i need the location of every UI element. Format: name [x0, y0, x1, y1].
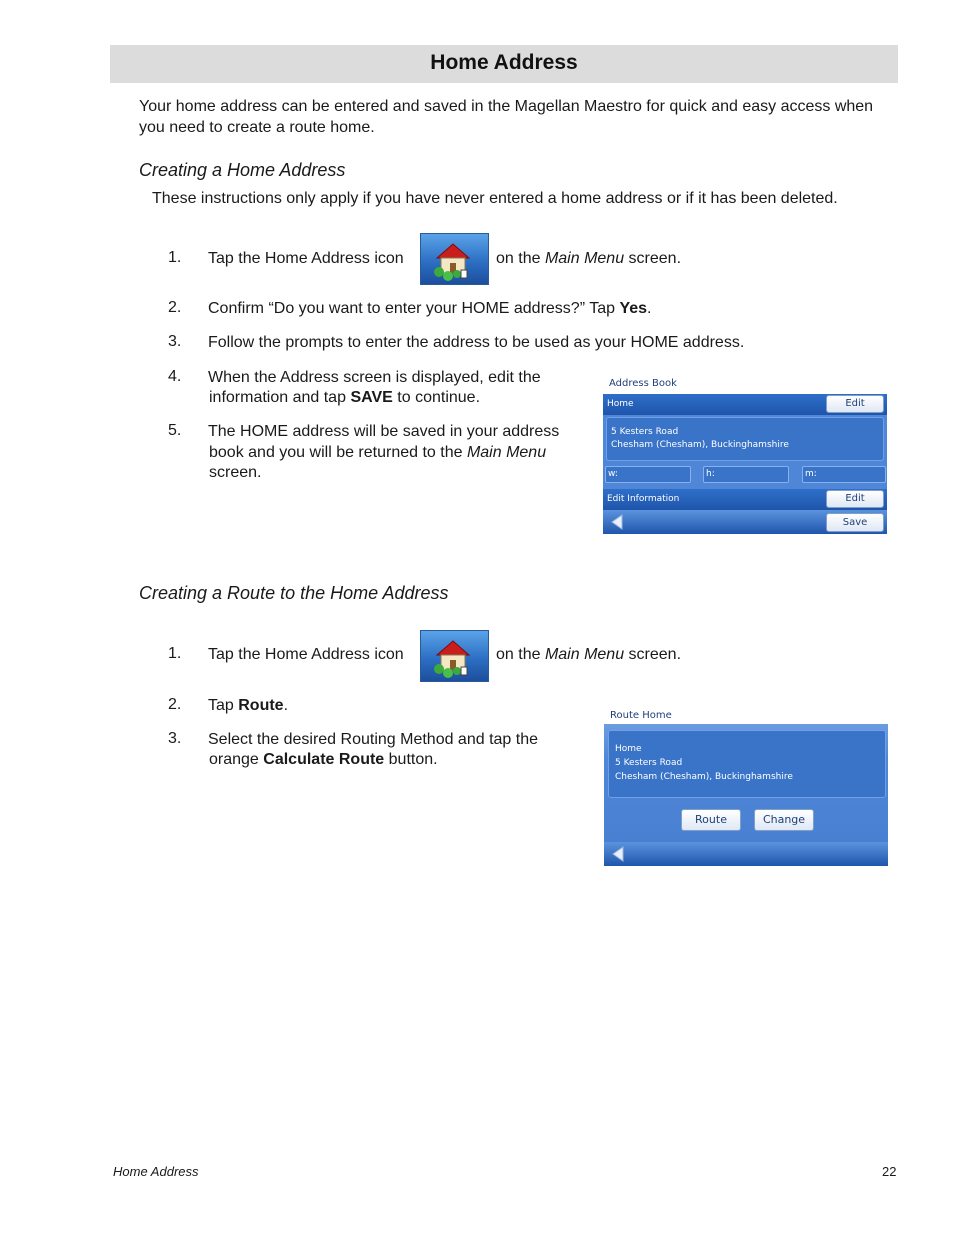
house-icon	[421, 631, 488, 681]
step-text: Tap the Home Address icon	[208, 250, 404, 267]
address-panel	[603, 415, 887, 489]
save-button[interactable]: Save	[826, 513, 884, 532]
step-text: button.	[388, 751, 438, 768]
section-heading-route-home: Creating a Route to the Home Address	[139, 583, 449, 603]
route-ref: Route	[238, 697, 284, 714]
step-text: Tap	[208, 697, 234, 714]
step-text: Select the desired Routing Method and tap the	[208, 731, 538, 748]
address-box	[606, 417, 884, 461]
address-book-screenshot	[603, 374, 887, 534]
main-menu-ref: Main Menu	[544, 250, 625, 267]
page-number: 22	[882, 1164, 897, 1179]
calculate-route-ref: Calculate Route	[263, 751, 385, 768]
edit-button[interactable]: Edit	[826, 395, 884, 413]
home-phone-field[interactable]: h:	[703, 466, 789, 483]
yes-ref: Yes	[619, 300, 648, 317]
route-city-text: Chesham (Chesham), Buckinghamshire	[615, 772, 793, 782]
home-label: Home	[607, 399, 634, 409]
instruction-note: These instructions only apply if you have never entered a home address or if it has been deleted.	[152, 190, 838, 207]
save-ref: SAVE	[350, 389, 393, 406]
step-text: book and you will be returned to the	[209, 444, 463, 461]
step-number: 1.	[168, 249, 182, 266]
page-title: Home Address	[110, 45, 898, 83]
screen-title: Route Home	[610, 710, 672, 721]
step-number: 3.	[168, 333, 182, 350]
step-text: .	[283, 697, 289, 714]
step-number: 2.	[168, 696, 182, 713]
route-home-label: Home	[615, 744, 642, 754]
work-phone-field[interactable]: w:	[605, 466, 691, 483]
step-text: on the	[496, 646, 541, 663]
step-text: screen.	[628, 646, 682, 663]
edit-info-button[interactable]: Edit	[826, 490, 884, 508]
section-heading-create-home: Creating a Home Address	[139, 160, 346, 180]
edit-info-label: Edit Information	[607, 494, 680, 504]
step-text: orange	[209, 751, 259, 768]
step-text: The HOME address will be saved in your address	[208, 423, 560, 440]
main-menu-ref: Main Menu	[466, 444, 547, 461]
home-address-icon	[420, 233, 489, 285]
house-icon	[421, 234, 488, 284]
footer-section-title: Home Address	[113, 1164, 199, 1179]
step-text: When the Address screen is displayed, edit the	[208, 369, 541, 386]
step-text: screen.	[628, 250, 682, 267]
bottom-bar	[603, 510, 887, 534]
mobile-phone-field[interactable]: m:	[802, 466, 886, 483]
step-text: Confirm “Do you want to enter your HOME address?” Tap	[208, 300, 615, 317]
back-arrow-icon[interactable]	[610, 514, 624, 530]
screen-title: Address Book	[609, 378, 677, 389]
edit-info-row	[603, 489, 887, 510]
step-number: 1.	[168, 645, 182, 662]
route-home-screenshot	[604, 706, 888, 866]
step-text: on the	[496, 250, 541, 267]
step-text: .	[647, 300, 652, 317]
step-text: Follow the prompts to enter the address to be used as your HOME address.	[208, 334, 745, 351]
city-text: Chesham (Chesham), Buckinghamshire	[611, 440, 789, 450]
main-menu-ref: Main Menu	[544, 646, 625, 663]
step-number: 4.	[168, 368, 182, 385]
step-text: to continue.	[397, 389, 481, 406]
intro-paragraph: Your home address can be entered and saved in the Magellan Maestro for quick and easy access when you need to create a route home.	[139, 98, 874, 136]
step-text: Tap the Home Address icon	[208, 646, 404, 663]
street-text: 5 Kesters Road	[611, 427, 679, 437]
step-text: information and tap	[209, 389, 346, 406]
bottom-bar	[604, 842, 888, 866]
home-row	[603, 394, 887, 415]
change-button[interactable]: Change	[754, 809, 814, 831]
step-number: 3.	[168, 730, 182, 747]
route-street-text: 5 Kesters Road	[615, 758, 683, 768]
route-address-box	[608, 730, 886, 798]
step-text: screen.	[209, 464, 262, 481]
route-panel	[604, 724, 888, 842]
route-button[interactable]: Route	[681, 809, 741, 831]
step-number: 5.	[168, 422, 182, 439]
step-number: 2.	[168, 299, 182, 316]
home-address-icon	[420, 630, 489, 682]
back-arrow-icon[interactable]	[611, 846, 625, 862]
